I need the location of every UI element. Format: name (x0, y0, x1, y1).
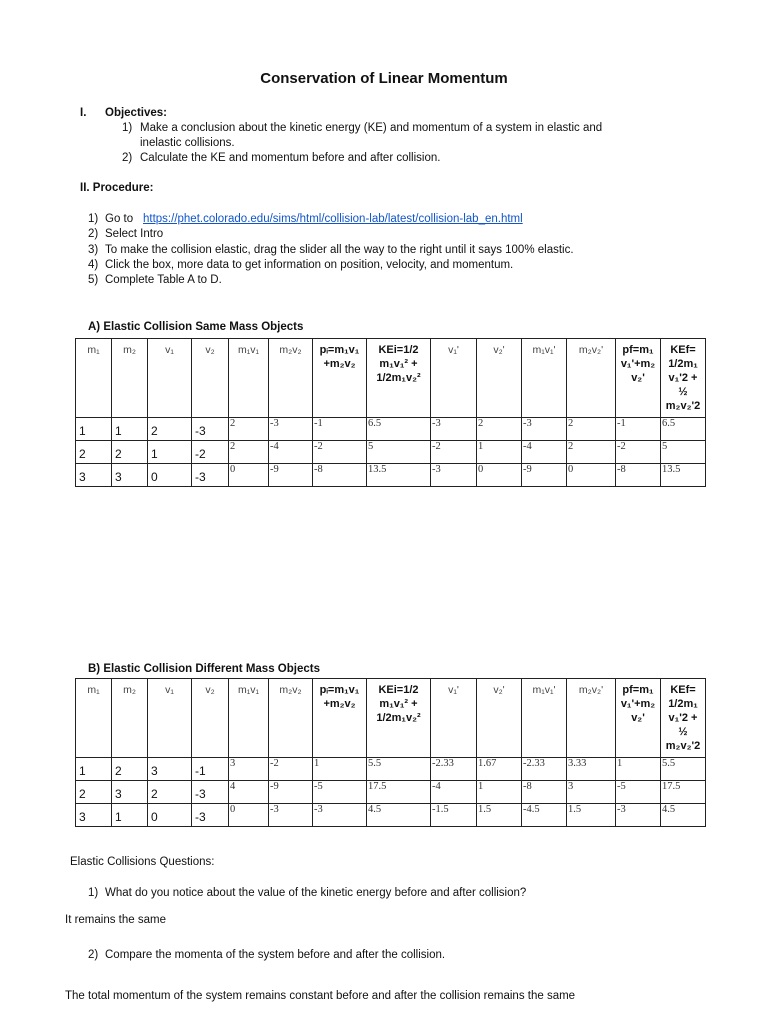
column-header: v₂' (477, 679, 522, 758)
table-cell: 2 (229, 441, 269, 464)
table-cell: 6.5 (661, 418, 706, 441)
table-cell: 17.5 (661, 781, 706, 804)
column-header: pf=m₁ v₁'+m₂ v₂' (616, 339, 661, 418)
table-cell: 5.5 (367, 758, 431, 781)
table-cell: 0 (477, 464, 522, 487)
table-cell: -3 (269, 418, 313, 441)
page-title: Conservation of Linear Momentum (260, 70, 508, 87)
table-row (76, 758, 706, 781)
table-cell: 2 (229, 418, 269, 441)
table-cell: 3 (112, 781, 148, 804)
table-cell: 1 (616, 758, 661, 781)
table-cell: 2 (567, 441, 616, 464)
answer-2: The total momentum of the system remains constant before and after the collision remains the same (65, 990, 576, 1002)
table-cell: -5 (313, 781, 367, 804)
column-header: m₁ (76, 339, 112, 418)
list-number: 1) (88, 887, 99, 899)
table-cell: 2 (477, 418, 522, 441)
table-cell: -1 (616, 418, 661, 441)
column-header: m₁v₁' (522, 339, 567, 418)
table-cell: 0 (567, 464, 616, 487)
table-a-title: A) Elastic Collision Same Mass Objects (88, 321, 304, 333)
list-number: 3) (88, 244, 99, 256)
column-header: KEf= 1/2m₁ v₁'2 + ½ m₂v₂'2 (661, 339, 706, 418)
table-cell: 5 (661, 441, 706, 464)
column-header: m₁v₁' (522, 679, 567, 758)
table-cell: -2.33 (522, 758, 567, 781)
list-number: 1) (88, 213, 99, 225)
table-cell: 4.5 (661, 804, 706, 827)
column-header: m₂v₂ (269, 339, 313, 418)
table-row (76, 441, 706, 464)
table-cell: 2 (112, 441, 148, 464)
procedure-item: To make the collision elastic, drag the slider all the way to the right until it says 100% elastic. (105, 244, 574, 256)
table-cell: -3 (431, 418, 477, 441)
procedure-item: Select Intro (105, 228, 164, 240)
column-header: KEi=1/2 m₁v₁² + 1/2m₁v₂² (367, 679, 431, 758)
table-cell: -2 (269, 758, 313, 781)
table-cell: 13.5 (661, 464, 706, 487)
column-header: m₂v₂' (567, 679, 616, 758)
table-b (75, 678, 706, 827)
column-header: v₂ (192, 679, 229, 758)
table-cell: 3.33 (567, 758, 616, 781)
phet-link[interactable]: https://phet.colorado.edu/sims/html/collision-lab/latest/collision-lab_en.html (143, 213, 523, 225)
table-cell: -2.33 (431, 758, 477, 781)
table-cell: 0 (229, 464, 269, 487)
table-cell: -2 (431, 441, 477, 464)
table-row (76, 464, 706, 487)
column-header: v₁' (431, 339, 477, 418)
table-cell: -8 (616, 464, 661, 487)
table-cell: -8 (313, 464, 367, 487)
table-cell: 3 (76, 464, 112, 487)
table-row (76, 804, 706, 827)
table-cell: 1 (477, 781, 522, 804)
table-cell: -2 (313, 441, 367, 464)
column-header: KEf= 1/2m₁ v₁'2 + ½ m₂v₂'2 (661, 679, 706, 758)
procedure-item: Click the box, more data to get information on position, velocity, and momentum. (105, 259, 514, 271)
table-header-row (76, 679, 706, 758)
column-header: KEi=1/2 m₁v₁² + 1/2m₁v₂² (367, 339, 431, 418)
table-cell: -2 (192, 441, 229, 464)
table-cell: 6.5 (367, 418, 431, 441)
table-cell: -4 (431, 781, 477, 804)
table-cell: -4 (269, 441, 313, 464)
table-cell: -3 (431, 464, 477, 487)
table-cell: 2 (567, 418, 616, 441)
column-header: v₁ (148, 679, 192, 758)
table-cell: 1 (112, 418, 148, 441)
table-cell: -4 (522, 441, 567, 464)
table-cell: 13.5 (367, 464, 431, 487)
column-header: m₂ (112, 339, 148, 418)
list-number: 1) (122, 122, 133, 134)
column-header: m₁ (76, 679, 112, 758)
column-header: v₁ (148, 339, 192, 418)
table-cell: 1 (148, 441, 192, 464)
table-cell: 0 (229, 804, 269, 827)
table-cell: -1 (313, 418, 367, 441)
table-cell: 2 (76, 781, 112, 804)
table-cell: -3 (192, 804, 229, 827)
table-cell: -3 (269, 804, 313, 827)
table-row (76, 418, 706, 441)
table-cell: 4.5 (367, 804, 431, 827)
table-cell: 5 (367, 441, 431, 464)
table-cell: 2 (148, 418, 192, 441)
column-header: v₂' (477, 339, 522, 418)
table-cell: -5 (616, 781, 661, 804)
table-cell: -4.5 (522, 804, 567, 827)
column-header: m₂ (112, 679, 148, 758)
objective-item: Calculate the KE and momentum before and after collision. (140, 152, 441, 164)
table-header-row (76, 339, 706, 418)
column-header: pᵢ=m₁v₁ +m₂v₂ (313, 679, 367, 758)
table-cell: -3 (192, 418, 229, 441)
table-cell: 1.67 (477, 758, 522, 781)
table-cell: 1 (313, 758, 367, 781)
procedure-heading: II. Procedure: (80, 182, 154, 194)
column-header: m₁v₁ (229, 679, 269, 758)
table-cell: 0 (148, 804, 192, 827)
table-cell: 1 (76, 418, 112, 441)
column-header: v₁' (431, 679, 477, 758)
objectives-heading: Objectives: (105, 107, 167, 119)
question-1: What do you notice about the value of the kinetic energy before and after collision? (105, 887, 527, 899)
table-cell: 1 (112, 804, 148, 827)
table-cell: 1.5 (567, 804, 616, 827)
section-number: I. (80, 107, 87, 119)
question-2: Compare the momenta of the system before and after the collision. (105, 949, 446, 961)
table-cell: 3 (112, 464, 148, 487)
answer-1: It remains the same (65, 914, 166, 926)
list-number: 4) (88, 259, 99, 271)
table-cell: 4 (229, 781, 269, 804)
list-number: 5) (88, 274, 99, 286)
questions-heading: Elastic Collisions Questions: (70, 856, 215, 868)
column-header: pᵢ=m₁v₁ +m₂v₂ (313, 339, 367, 418)
table-cell: -9 (522, 464, 567, 487)
table-cell: -3 (192, 464, 229, 487)
procedure-item: Go to (105, 213, 134, 225)
table-cell: -1 (192, 758, 229, 781)
table-cell: 5.5 (661, 758, 706, 781)
table-cell: -1.5 (431, 804, 477, 827)
table-cell: -9 (269, 781, 313, 804)
table-cell: 1 (76, 758, 112, 781)
table-a (75, 338, 706, 487)
table-row (76, 781, 706, 804)
table-cell: -3 (192, 781, 229, 804)
table-cell: 2 (148, 781, 192, 804)
column-header: pf=m₁ v₁'+m₂ v₂' (616, 679, 661, 758)
list-number: 2) (88, 228, 99, 240)
objective-item: Make a conclusion about the kinetic energy (KE) and momentum of a system in elastic and (140, 122, 603, 134)
table-cell: 2 (76, 441, 112, 464)
table-cell: 17.5 (367, 781, 431, 804)
column-header: m₂v₂' (567, 339, 616, 418)
table-cell: 3 (148, 758, 192, 781)
column-header: m₁v₁ (229, 339, 269, 418)
table-cell: 0 (148, 464, 192, 487)
table-cell: -3 (616, 804, 661, 827)
table-cell: -8 (522, 781, 567, 804)
table-cell: 3 (76, 804, 112, 827)
table-cell: -9 (269, 464, 313, 487)
column-header: v₂ (192, 339, 229, 418)
table-cell: 3 (229, 758, 269, 781)
table-cell: -2 (616, 441, 661, 464)
procedure-item: Complete Table A to D. (105, 274, 222, 286)
table-cell: 1.5 (477, 804, 522, 827)
table-b-title: B) Elastic Collision Different Mass Objects (88, 663, 320, 675)
list-number: 2) (88, 949, 99, 961)
table-cell: 2 (112, 758, 148, 781)
objective-item-cont: inelastic collisions. (140, 137, 235, 149)
table-cell: -3 (313, 804, 367, 827)
table-cell: 1 (477, 441, 522, 464)
list-number: 2) (122, 152, 133, 164)
column-header: m₂v₂ (269, 679, 313, 758)
table-cell: -3 (522, 418, 567, 441)
table-cell: 3 (567, 781, 616, 804)
